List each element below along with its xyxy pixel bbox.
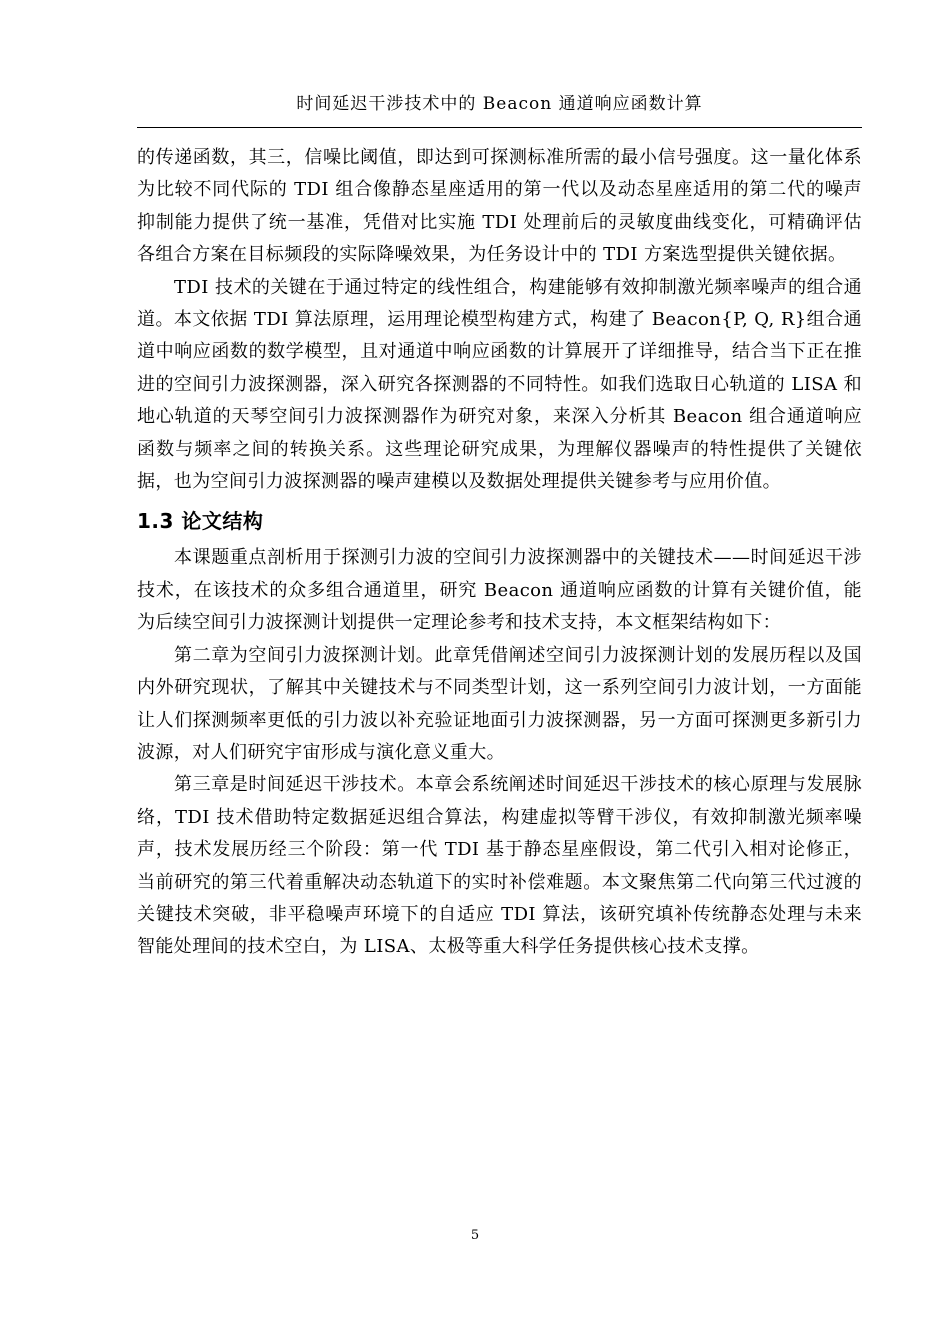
running-header: 时间延迟干涉技术中的 Beacon 通道响应函数计算 [296, 94, 703, 114]
section-heading: 1.3 论文结构 [137, 509, 264, 534]
page-number: 5 [470, 1228, 480, 1243]
header-rule [137, 127, 862, 128]
body-text [137, 142, 862, 964]
paragraph-chapter-three: 第三章是时间延迟干涉技术。本章会系统阐述时间延迟干涉技术的核心原理与发展脉络，TDI 技术借助特定数据延迟组合算法，构建虚拟等臂干涉仪，有效抑制激光频率噪声，技术发展历经三个阶段：第一代 TDI 基于静态星座假设，第二代引入相对论修正，当前研究的第三代着重解决动态轨道下的实时补偿难题。本文聚焦第二代向第三代过渡的关键技术突破，非平稳噪声环境下的自适应 TDI 算法，该研究填补传统静态处理与未来智能处理间的技术空白，为 LISA、太极等重大科学任务提供核心技术支撑。 [137, 774, 862, 958]
paragraph-continuation: 的传递函数，其三，信噪比阈值，即达到可探测标准所需的最小信号强度。这一量化体系为比较不同代际的 TDI 组合像静态星座适用的第一代以及动态星座适用的第二代的噪声抑制能力提供了统一基准，凭借对比实施 TDI 处理前后的灵敏度曲线变化，可精确评估各组合方案在目标频段的实际降噪效果，为任务设计中的 TDI 方案选型提供关键依据。 [137, 147, 862, 266]
paragraph-chapter-two: 第二章为空间引力波探测计划。此章凭借阐述空间引力波探测计划的发展历程以及国内外研究现状，了解其中关键技术与不同类型计划，这一系列空间引力波计划，一方面能让人们探测频率更低的引力波以补充验证地面引力波探测器，另一方面可探测更多新引力波源，对人们研究宇宙形成与演化意义重大。 [137, 644, 862, 763]
paragraph-tdi-key: TDI 技术的关键在于通过特定的线性组合，构建能够有效抑制激光频率噪声的组合通道。本文依据 TDI 算法原理，运用理论模型构建方式，构建了 Beacon{P, Q, R}组合通道中响应函数的数学模型，且对通道中响应函数的计算展开了详细推导，结合当下正在推进的空间引力波探测器，深入研究各探测器的不同特性。如我们选取日心轨道的 LISA 和地心轨道的天琴空间引力波探测器作为研究对象，来深入分析其 Beacon 组合通道响应函数与频率之间的转换关系。这些理论研究成果，为理解仪器噪声的特性提供了关键依据，也为空间引力波探测器的噪声建模以及数据处理提供关键参考与应用价值。 [137, 276, 862, 493]
paragraph-structure-intro: 本课题重点剖析用于探测引力波的空间引力波探测器中的关键技术——时间延迟干涉技术，在该技术的众多组合通道里，研究 Beacon 通道响应函数的计算有关键价值，能为后续空间引力波探测计划提供一定理论参考和技术支持，本文框架结构如下： [137, 547, 862, 634]
